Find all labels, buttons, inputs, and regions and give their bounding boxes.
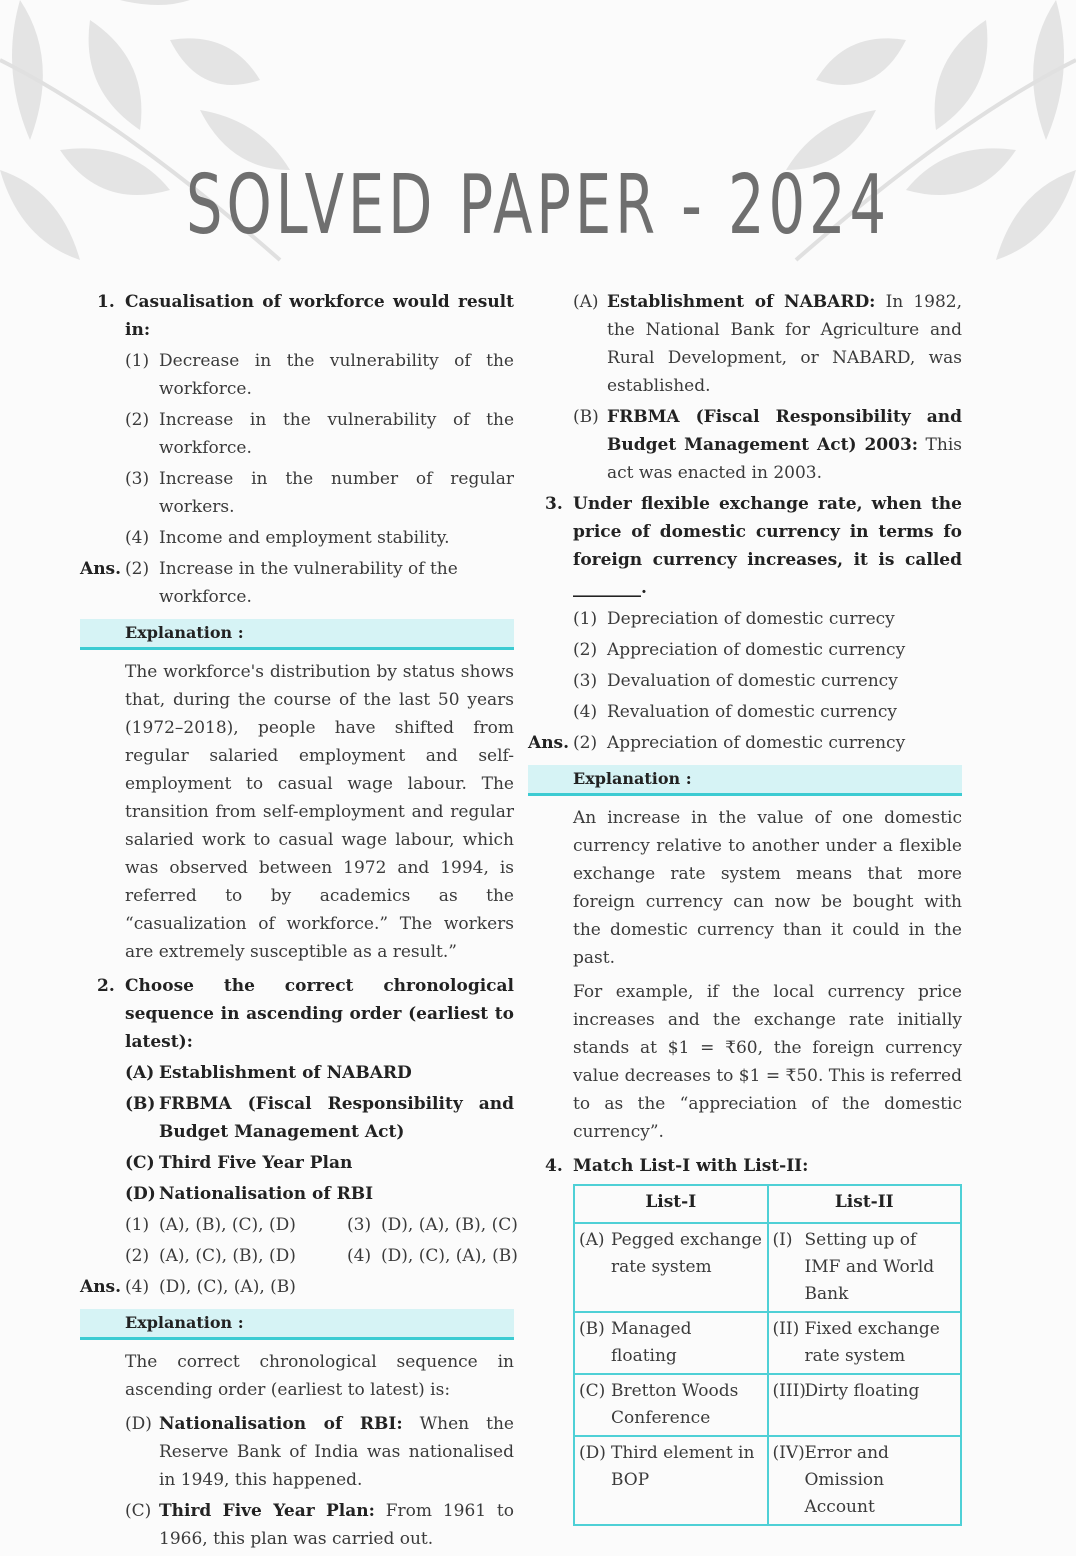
q2-options-grid [80,1211,518,1270]
option-number: (3) [573,671,598,691]
cell-text: Fixed exchange rate system [804,1319,940,1366]
q1-option-4 [80,524,514,552]
question-4 [528,1152,962,1180]
cell-text: Setting up of IMF and World Bank [804,1230,935,1304]
question-text: Match List-I with List-II: [573,1156,809,1176]
option-text: Revaluation of domestic currency [607,702,897,722]
item-text: This act was enacted in 2003. [607,435,962,483]
leaf-decoration-right [776,0,1076,300]
q2-explanation-item-b [528,403,962,487]
q2-explanation-item-a [528,288,962,400]
answer-text: Increase in the vulnerability of the workforce. [159,559,458,607]
q2-option-2 [125,1242,347,1270]
question-3 [528,490,962,602]
q3-option-4 [528,698,962,726]
option-number: (3) [347,1215,372,1235]
question-text: Choose the correct chronological sequence in ascending order (earliest to latest): [125,976,514,1052]
item-heading: Establishment of NABARD: [607,292,876,312]
q1-option-2 [80,406,514,462]
cell-text: Managed floating [611,1319,692,1366]
q2-answer [80,1273,514,1301]
question-number: 2. [97,976,115,996]
option-text: Income and employment stability. [159,528,450,548]
item-letter: (B) [125,1094,156,1114]
q3-explanation-header: Explanation : [528,765,962,796]
q3-explanation-text-1: An increase in the value of one domestic currency relative to another under a flexible exchange rate system means that more foreign currency can now be bought with the domestic currency than it could in the past. [573,808,962,968]
option-text: Devaluation of domestic currency [607,671,898,691]
option-text: (D), (C), (A), (B) [381,1246,518,1266]
question-number: 3. [545,494,563,514]
q2-explanation-item-d [80,1410,514,1494]
q3-option-1 [528,605,962,633]
answer-number: (2) [573,733,598,753]
item-heading: Third Five Year Plan: [159,1501,375,1521]
table-cell [768,1436,962,1525]
q3-option-3 [528,667,962,695]
item-letter: (D) [125,1184,156,1204]
option-number: (4) [573,702,598,722]
item-text: When the Reserve Bank of India was nationalised in 1949, this happened. [159,1414,514,1490]
answer-number: (4) [125,1277,150,1297]
q2-option-1 [125,1211,347,1239]
answer-label: Ans. [528,733,570,753]
option-text: Increase in the vulnerability of the workforce. [159,410,514,458]
question-number: 1. [97,292,115,312]
cell-numeral: (III) [772,1381,806,1401]
q1-answer [80,555,514,611]
table-cell [768,1312,962,1374]
table-cell [768,1374,962,1436]
table-header-row [574,1185,961,1223]
item-text: Third Five Year Plan [159,1153,353,1173]
item-letter: (C) [125,1501,152,1521]
table-cell [768,1223,962,1312]
q2-item-b [80,1090,514,1146]
q3-explanation-text-2: For example, if the local currency price increases and the exchange rate initially stands at $1 = ₹60, the foreign currency value decreases to $1 = ₹50. This is referred to as the “appreciation of the domestic currency”. [573,982,962,1142]
q1-explanation-text: The workforce's distribution by status shows that, during the course of the last 50 years (1972–2018), people have shifted from regular salaried employment and self-employment to casual wage labour. The transition from self-employment and regular salaried work to casual wage labour, which was observed between 1972 and 1994, is referred to by academics as the “casualization of workforce.” The workers are extremely susceptible as a result.” [125,662,514,962]
right-column [528,288,962,1526]
cell-letter: (D) [579,1443,606,1463]
question-number: 4. [545,1156,563,1176]
answer-text: (D), (C), (A), (B) [159,1277,296,1297]
cell-letter: (B) [579,1319,605,1339]
item-heading: Nationalisation of RBI: [159,1414,403,1434]
option-text: (A), (B), (C), (D) [159,1215,296,1235]
item-text: From 1961 to 1966, this plan was carried out. [159,1501,514,1549]
table-cell [574,1436,768,1525]
answer-label: Ans. [80,559,122,579]
option-number: (4) [125,528,150,548]
cell-text: Third element in BOP [611,1443,755,1490]
item-letter: (C) [125,1153,155,1173]
answer-text: Appreciation of domestic currency [607,733,906,753]
table-row [574,1436,961,1525]
item-text: Nationalisation of RBI [159,1184,374,1204]
q2-explanation-header: Explanation : [80,1309,514,1340]
option-number: (1) [573,609,598,629]
q1-explanation-header: Explanation : [80,619,514,650]
item-heading: FRBMA (Fiscal Responsibility and Budget Management Act) 2003: [607,407,962,455]
question-2 [80,972,514,1056]
item-text: In 1982, the National Bank for Agriculture and Rural Development, or NABARD, was established. [607,292,962,396]
item-letter: (A) [573,292,599,312]
cell-letter: (A) [579,1230,605,1250]
cell-text: Bretton Woods Conference [611,1381,739,1428]
cell-text: Dirty floating [804,1381,920,1401]
q2-item-d [80,1180,514,1208]
item-text: FRBMA (Fiscal Responsibility and Budget Management Act) [159,1094,514,1142]
option-text: Decrease in the vulnerability of the workforce. [159,351,514,399]
table-row [574,1374,961,1436]
table-row [574,1312,961,1374]
option-number: (1) [125,1215,150,1235]
cell-text: Error and Omission Account [804,1443,889,1517]
table-cell [574,1374,768,1436]
q2-explanation-item-c [80,1497,514,1553]
option-number: (2) [125,410,150,430]
leaf-decoration-left [0,0,300,300]
q2-item-a [80,1059,514,1087]
item-letter: (D) [125,1414,152,1434]
cell-numeral: (I) [772,1230,793,1250]
answer-number: (2) [125,559,150,579]
table-header: List-I [574,1185,768,1223]
left-column [80,288,518,1556]
option-text: (A), (C), (B), (D) [159,1246,296,1266]
q3-answer [528,729,962,757]
page-title: SOLVED PAPER - 2024 [186,158,890,253]
option-text: (D), (A), (B), (C) [381,1215,518,1235]
question-1 [80,288,514,344]
table-row [574,1223,961,1312]
option-number: (2) [125,1246,150,1266]
cell-text: Pegged exchange rate system [611,1230,762,1277]
question-text: Under flexible exchange rate, when the price of domestic currency in terms fo foreign currency increases, it is called ________. [573,494,962,598]
option-number: (3) [125,469,150,489]
q3-option-2 [528,636,962,664]
q1-option-1 [80,347,514,403]
table-cell [574,1312,768,1374]
option-text: Appreciation of domestic currency [607,640,906,660]
option-text: Increase in the number of regular workers. [159,469,514,517]
q2-explanation-intro: The correct chronological sequence in ascending order (earliest to latest) is: [125,1352,514,1400]
cell-numeral: (II) [772,1319,800,1339]
q1-option-3 [80,465,514,521]
cell-numeral: (IV) [772,1443,805,1463]
question-text: Casualisation of workforce would result in: [125,292,514,340]
q2-item-c [80,1149,514,1177]
item-text: Establishment of NABARD [159,1063,412,1083]
option-number: (1) [125,351,150,371]
answer-label: Ans. [80,1277,122,1297]
match-table [573,1184,962,1526]
item-letter: (B) [573,407,599,427]
item-letter: (A) [125,1063,155,1083]
option-text: Depreciation of domestic currecy [607,609,895,629]
table-cell [574,1223,768,1312]
option-number: (4) [347,1246,372,1266]
option-number: (2) [573,640,598,660]
table-header: List-II [768,1185,962,1223]
cell-letter: (C) [579,1381,606,1401]
